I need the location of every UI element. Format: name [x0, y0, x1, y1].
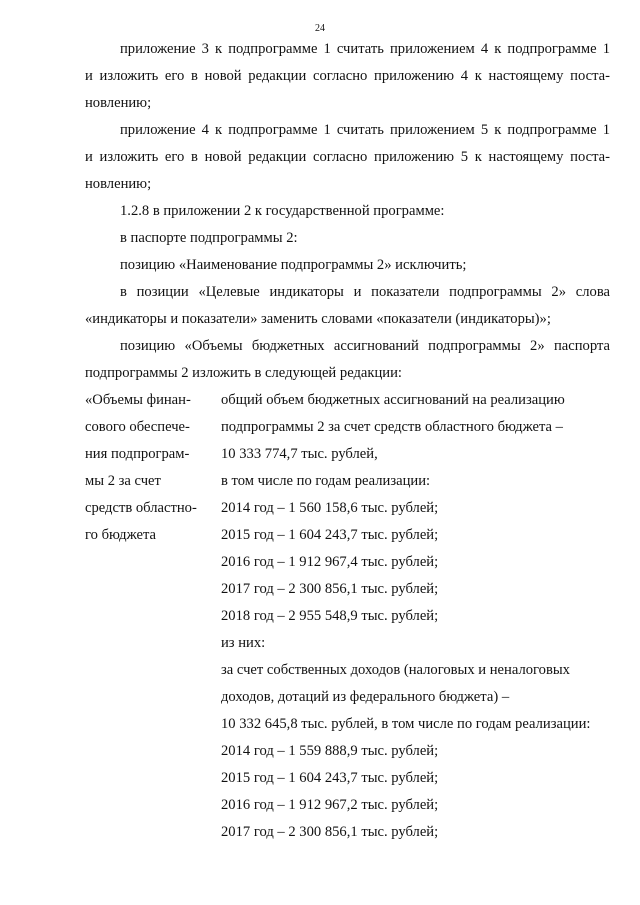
table-right-line-11: за счет собственных доходов (налоговых и неналоговых: [221, 662, 570, 678]
table-right-line-13: 10 332 645,8 тыс. рублей, в том числе по годам реализации:: [221, 716, 591, 732]
table-right-line-12: доходов, дотаций из федерального бюджета) –: [221, 689, 510, 705]
paragraph-7-line-2: подпрограммы 2 изложить в следующей редакции:: [85, 365, 402, 381]
paragraph-1-line-2: и изложить его в новой редакции согласно приложению 4 к настоящему поста-: [85, 68, 610, 84]
paragraph-2-line-2: и изложить его в новой редакции согласно приложению 5 к настоящему поста-: [85, 149, 610, 165]
page-number: 24: [315, 23, 325, 34]
table-right-line-8: 2017 год – 2 300 856,1 тыс. рублей;: [221, 581, 439, 597]
table-right-line-3: 10 333 774,7 тыс. рублей,: [221, 446, 378, 462]
table-right-line-2: подпрограммы 2 за счет средств областного бюджета –: [221, 419, 563, 435]
table-right-line-1: общий объем бюджетных ассигнований на реализацию: [221, 392, 565, 408]
table-right-line-10: из них:: [221, 635, 266, 651]
table-left-line-6: го бюджета: [85, 527, 156, 543]
table-left-line-4: мы 2 за счет: [85, 473, 161, 489]
table-right-line-7: 2016 год – 1 912 967,4 тыс. рублей;: [221, 554, 439, 570]
table-right-line-14: 2014 год – 1 559 888,9 тыс. рублей;: [221, 743, 439, 759]
table-right-line-4: в том числе по годам реализации:: [221, 473, 431, 489]
paragraph-6-line-1: в позиции «Целевые индикаторы и показатели подпрограммы 2» слова: [120, 284, 610, 300]
table-left-line-2: сового обеспече-: [85, 419, 190, 435]
table-left-line-1: «Объемы финан-: [85, 392, 191, 408]
paragraph-2-line-3: новлению;: [85, 176, 152, 192]
table-right-line-6: 2015 год – 1 604 243,7 тыс. рублей;: [221, 527, 439, 543]
paragraph-1-line-3: новлению;: [85, 95, 152, 111]
table-right-line-9: 2018 год – 2 955 548,9 тыс. рублей;: [221, 608, 439, 624]
table-right-line-16: 2016 год – 1 912 967,2 тыс. рублей;: [221, 797, 439, 813]
table-left-line-5: средств областно-: [85, 500, 197, 516]
paragraph-1-line-1: приложение 3 к подпрограмме 1 считать приложением 4 к подпрограмме 1: [120, 41, 610, 57]
paragraph-7-line-1: позицию «Объемы бюджетных ассигнований подпрограммы 2» паспорта: [120, 338, 610, 354]
table-right-line-17: 2017 год – 2 300 856,1 тыс. рублей;: [221, 824, 439, 840]
table-left-line-3: ния подпрограм-: [85, 446, 190, 462]
paragraph-6-line-2: «индикаторы и показатели» заменить словами «показатели (индикаторы)»;: [85, 311, 551, 327]
table-right-line-15: 2015 год – 1 604 243,7 тыс. рублей;: [221, 770, 439, 786]
paragraph-2-line-1: приложение 4 к подпрограмме 1 считать приложением 5 к подпрограмме 1: [120, 122, 610, 138]
table-right-line-5: 2014 год – 1 560 158,6 тыс. рублей;: [221, 500, 439, 516]
paragraph-4-line-1: в паспорте подпрограммы 2:: [120, 230, 298, 246]
paragraph-3-line-1: 1.2.8 в приложении 2 к государственной программе:: [120, 203, 445, 219]
paragraph-5-line-1: позицию «Наименование подпрограммы 2» исключить;: [120, 257, 467, 273]
